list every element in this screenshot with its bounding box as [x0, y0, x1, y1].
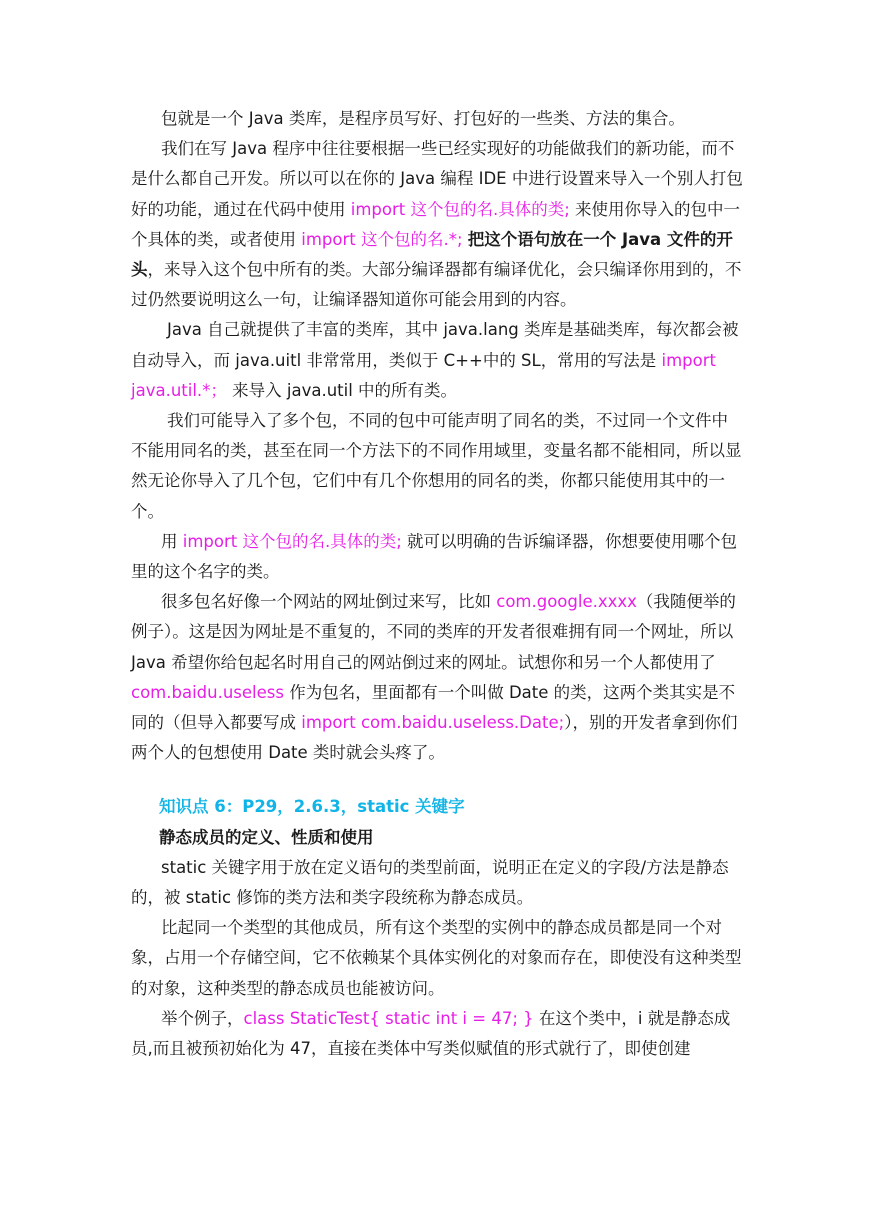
code-com-baidu: com.baidu.useless [131, 682, 284, 702]
paragraph-package-naming: 很多包名好像一个网站的网址倒过来写，比如 com.google.xxxx（我随便举的例子）。这是因为网址是不重复的，不同的类库的开发者很难拥有同一个网址，所以 Java 希望你给包起名时用自己的网站倒过来的网址。试想你和另一个人都使用了 com.baidu.useless 作为包名，里面都有一个叫做 Date 的类，这两个类其实是不同的（但导入都要写成 import com.baidu.useless.Date;），别的开发者拿到你们两个人的包想使用 Date 类时就会头疼了。 [131, 592, 738, 763]
section-subheading: 静态成员的定义、性质和使用 [159, 827, 374, 847]
paragraph-static-definition: static 关键字用于放在定义语句的类型前面，说明正在定义的字段/方法是静态的，被 static 修饰的类方法和类字段统称为静态成员。 [131, 857, 729, 908]
code-import-date: import com.baidu.useless.Date; [301, 713, 565, 733]
paragraph-static-shared: 比起同一个类型的其他成员，所有这个类型的实例中的静态成员都是同一个对象，占用一个存储空间，它不依赖某个具体实例化的对象而存在，即使没有这种类型的对象，这种类型的静态成员也能被访问。 [131, 918, 742, 998]
code-com-google: com.google.xxxx [496, 592, 637, 612]
code-static-test: class StaticTest{ static int i = 47; } [243, 1008, 534, 1028]
code-import-java-util: import java.util.*； [131, 350, 716, 400]
document-body [131, 104, 743, 1064]
paragraph-import-usage: 我们在写 Java 程序中往往要根据一些已经实现好的功能做我们的新功能，而不是什么都自己开发。所以可以在你的 Java 编程 IDE 中进行设置来导入一个别人打包好的功能，通过在代码中使用 import 这个包的名.具体的类; 来使用你导入的包中一个具体的类，或者使用 import 这个包的名.*; 把这个语句放在一个 Java 文件的开头，来导入这个包中所有的类。大部分编译器都有编译优化，会只编译你用到的，不过仍然要说明这么一句，让编译器知道你可能会用到的内容。 [131, 139, 743, 310]
paragraph-package-intro: 包就是一个 Java 类库，是程序员写好、打包好的一些类、方法的集合。 [161, 109, 685, 128]
paragraph-java-libraries: Java 自己就提供了丰富的类库，其中 java.lang 类库是基础类库，每次都会被自动导入，而 java.uitl 非常常用，类似于 C++中的 SL，常用的写法是 import java.util.*； 来导入 java.util 中的所有类。 [131, 320, 739, 400]
bold-note: 把这个语句放在一个 Java 文件的开头 [131, 229, 733, 280]
code-import-specific: import 这个包的名.具体的类; [350, 199, 570, 219]
code-import-all: import 这个包的名.*; [301, 229, 463, 249]
paragraph-same-name-classes: 我们可能导入了多个包，不同的包中可能声明了同名的类，不过同一个文件中不能用同名的类，甚至在同一个方法下的不同作用域里，变量名都不能相同，所以显然无论你导入了几个包，它们中有几个你想用的同名的类，你都只能使用其中的一个。 [131, 411, 742, 521]
paragraph-explicit-import: 用 import 这个包的名.具体的类; 就可以明确的告诉编译器，你想要使用哪个包里的这个名字的类。 [131, 531, 738, 582]
code-import-specific-2: import 这个包的名.具体的类; [182, 531, 402, 551]
section-heading: 知识点 6：P29，2.6.3，static 关键字 [159, 797, 465, 817]
paragraph-static-example: 举个例子，class StaticTest{ static int i = 47; } 在这个类中，i 就是静态成员,而且被预初始化为 47，直接在类体中写类似赋值的形式就行了，即使创建 [131, 1008, 731, 1059]
